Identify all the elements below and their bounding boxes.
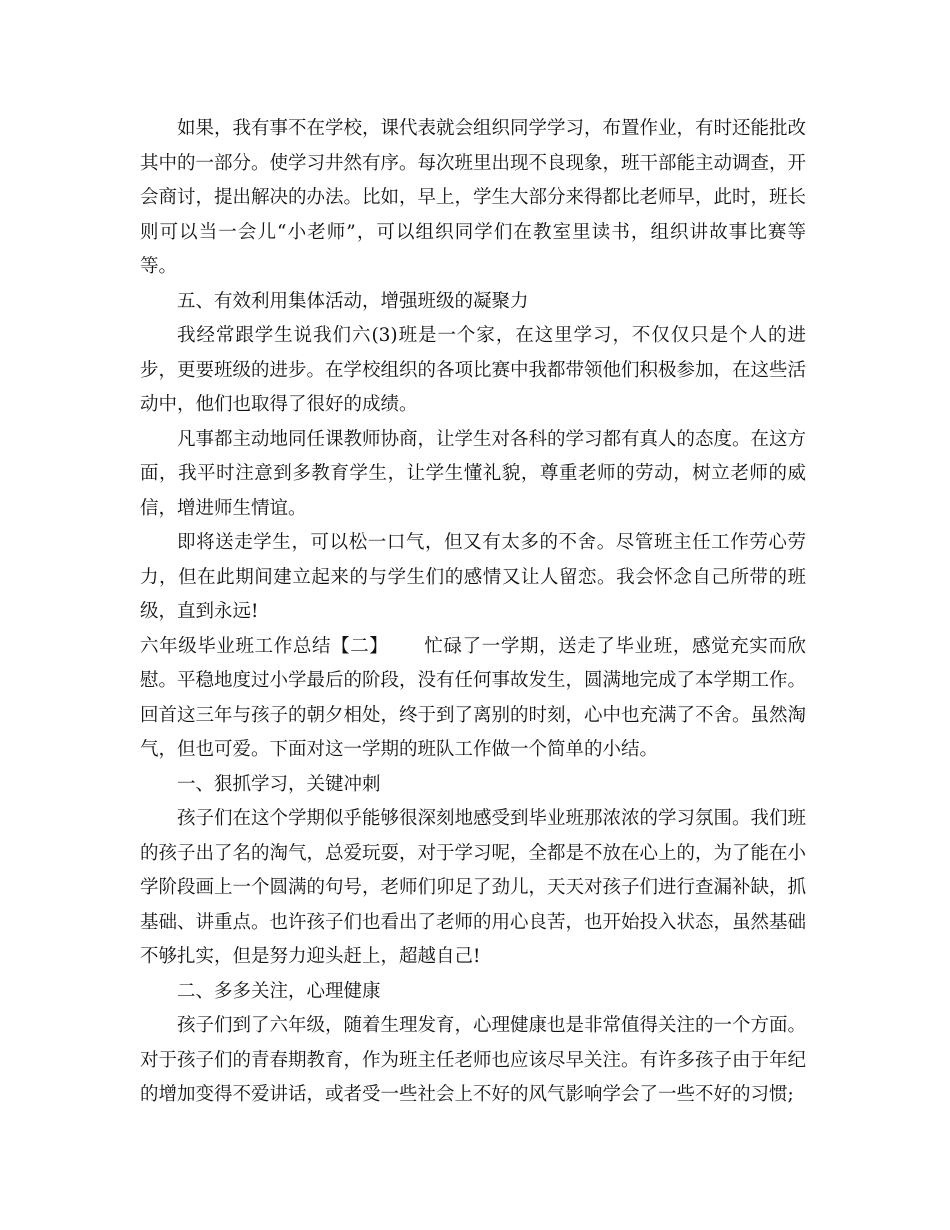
heading-one-study: 一、狠抓学习，关键冲刺 [177, 773, 381, 795]
document-page [140, 112, 806, 1113]
heading-two-mental-health: 二、多多关注，心理健康 [177, 980, 381, 1002]
section-two-title: 六年级毕业班工作总结【二】 [140, 635, 389, 657]
paragraph-class-cadres: 如果，我有事不在学校，课代表就会组织同学学习，布置作业，有时还能批改其中的一部分。使学习井然有序。每次班里出现不良现象，班干部能主动调查，开会商讨，提出解决的办法。比如，早上，学生大部分来得都比老师早，此时，班长则可以当一会儿“小老师”，可以组织同学们在教室里读书，组织讲故事比赛等等。 [140, 118, 807, 277]
paragraph-farewell: 即将送走学生，可以松一口气，但又有太多的不舍。尽管班主任工作劳心劳力，但在此期间建立起来的与学生们的感情又让人留恋。我会怀念自己所带的班级，直到永远! [140, 532, 806, 622]
paragraph-class-family: 我经常跟学生说我们六(3)班是一个家，在这里学习，不仅仅只是个人的进步，更要班级的进步。在学校组织的各项比赛中我都带领他们积极参加，在这些活动中，他们也取得了很好的成绩。 [140, 325, 807, 415]
paragraph-study-atmosphere: 孩子们在这个学期似乎能够很深刻地感受到毕业班那浓浓的学习氛围。我们班的孩子出了名的淘气，总爱玩耍，对于学习呢，全都是不放在心上的，为了能在小学阶段画上一个圆满的句号，老师们卯足了劲儿，天天对孩子们进行查漏补缺，抓基础、讲重点。也许孩子们也看出了老师的用心良苦，也开始投入状态，虽然基础不够扎实，但是努力迎头赶上，超越自己! [140, 808, 807, 967]
paragraph-teacher-cooperation: 凡事都主动地同任课教师协商，让学生对各科的学习都有真人的态度。在这方面，我平时注意到多教育学生，让学生懂礼貌，尊重老师的劳动，树立老师的威信，增进师生情谊。 [140, 428, 807, 519]
section-two-intro-paragraph [140, 630, 806, 768]
heading-five-collective-activities: 五、有效利用集体活动，增强班级的凝聚力 [177, 290, 529, 312]
paragraph-puberty: 孩子们到了六年级，随着生理发育，心理健康也是非常值得关注的一个方面。对于孩子们的青春期教育，作为班主任老师也应该尽早关注。有许多孩子由于年纪的增加变得不爱讲话，或者受一些社会上不好的风气影响学会了一些不好的习惯; [140, 1015, 807, 1105]
section-two-intro: 忙碌了一学期，送走了毕业班，感觉充实而欣慰。平稳地度过小学最后的阶段，没有任何事故发生，圆满地完成了本学期工作。回首这三年与孩子的朝夕相处，终于到了离别的时刻，心中也充满了不舍。虽然淘气，但也可爱。下面对这一学期的班队工作做一个简单的小结。 [140, 635, 807, 760]
